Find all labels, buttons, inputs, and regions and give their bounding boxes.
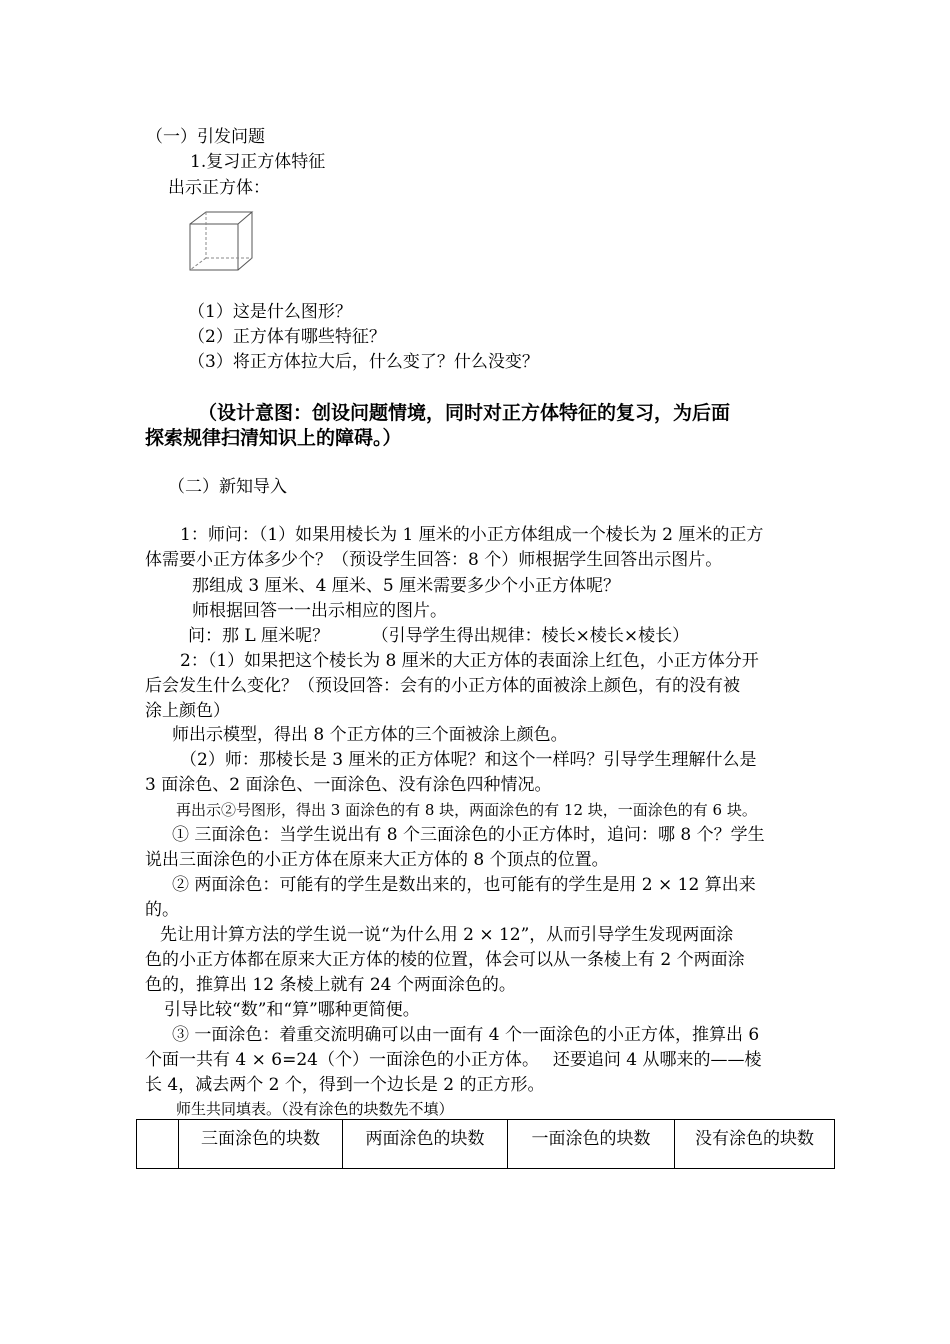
cube-figure [188, 210, 258, 274]
table-header-two-faces: 两面涂色的块数 [343, 1120, 508, 1169]
design-intent-line2: 探索规律扫清知识上的障碍。） [145, 427, 402, 449]
body-line: 师生共同填表。（没有涂色的块数先不填） [176, 1100, 454, 1118]
body-line: 的。 [145, 900, 179, 920]
section1-show: 出示正方体： [168, 178, 270, 198]
table-header-one-face: 一面涂色的块数 [508, 1120, 675, 1169]
body-line: 再出示②号图形，得出 3 面涂色的有 8 块，两面涂色的有 12 块，一面涂色的有 6 块。 [176, 801, 757, 819]
question-2: （2）正方体有哪些特征？ [188, 327, 386, 347]
table-header-no-face: 没有涂色的块数 [675, 1120, 835, 1169]
body-line: 先让用计算方法的学生说一说“为什么用 2 × 12”，从而引导学生发现两面涂 [160, 925, 734, 945]
section2-heading: （二）新知导入 [168, 477, 287, 497]
body-line: 1：师问：（1）如果用棱长为 1 厘米的小正方体组成一个棱长为 2 厘米的正方 [180, 525, 764, 545]
body-line: 师出示模型，得出 8 个正方体的三个面被涂上颜色。 [172, 725, 568, 745]
body-line: ① 三面涂色：当学生说出有 8 个三面涂色的小正方体时，追问：哪 8 个？学生 [172, 825, 765, 845]
body-line: 那组成 3 厘米、4 厘米、5 厘米需要多少个小正方体呢？ [192, 576, 621, 596]
painted-cubes-table [136, 1119, 835, 1169]
body-line: 问：那 L 厘米呢？ （引导学生得出规律：棱长×棱长×棱长） [188, 626, 690, 646]
design-intent-line1: （设计意图：创设问题情境，同时对正方体特征的复习，为后面 [198, 402, 731, 424]
body-line: 3 面涂色、2 面涂色、一面涂色、没有涂色四种情况。 [145, 775, 552, 795]
section1-sub: 1.复习正方体特征 [190, 152, 326, 172]
body-line: 说出三面涂色的小正方体在原来大正方体的 8 个顶点的位置。 [145, 850, 609, 870]
table-cell [137, 1120, 179, 1169]
body-line: 色的，推算出 12 条棱上就有 24 个两面涂色的。 [145, 975, 516, 995]
table-row [137, 1120, 835, 1169]
body-line: ② 两面涂色：可能有的学生是数出来的，也可能有的学生是用 2 × 12 算出来 [172, 875, 756, 895]
body-line: 色的小正方体都在原来大正方体的棱的位置，体会可以从一条棱上有 2 个两面涂 [145, 950, 745, 970]
body-line: 后会发生什么变化？（预设回答：会有的小正方体的面被涂上颜色，有的没有被 [145, 676, 740, 696]
body-line: 长 4，减去两个 2 个，得到一个边长是 2 的正方形。 [145, 1075, 545, 1095]
body-line: 引导比较“数”和“算”哪种更简便。 [164, 1000, 420, 1020]
body-line: ③ 一面涂色：着重交流明确可以由一面有 4 个一面涂色的小正方体，推算出 6 [172, 1025, 760, 1045]
body-line: 体需要小正方体多少个？（预设学生回答：8 个）师根据学生回答出示图片。 [145, 550, 723, 570]
section1-heading: （一）引发问题 [146, 127, 265, 147]
body-line: 个面一共有 4 × 6=24（个）一面涂色的小正方体。 还要追问 4 从哪来的——棱 [145, 1050, 762, 1070]
body-line: 师根据回答一一出示相应的图片。 [192, 601, 447, 621]
body-line: 2：（1）如果把这个棱长为 8 厘米的大正方体的表面涂上红色，小正方体分开 [180, 651, 759, 671]
body-line: （2）师：那棱长是 3 厘米的正方体呢？和这个一样吗？引导学生理解什么是 [180, 750, 757, 770]
table-header-three-faces: 三面涂色的块数 [179, 1120, 343, 1169]
question-3: （3）将正方体拉大后，什么变了？什么没变？ [188, 352, 539, 372]
body-line: 涂上颜色） [145, 701, 230, 721]
question-1: （1）这是什么图形？ [188, 302, 352, 322]
